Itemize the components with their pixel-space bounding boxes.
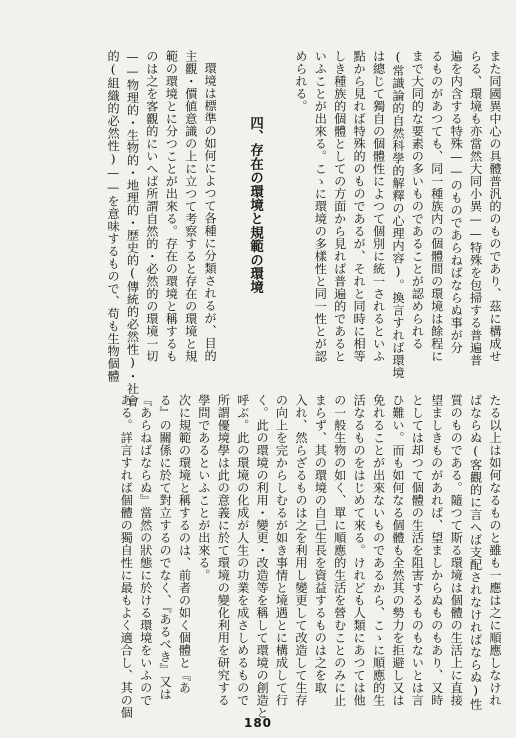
text-line: ——物理的・生物的・地理的・歴史的(傳統的必然性)・社會: [125, 50, 140, 408]
text-line: (常識論的自然科學的解釋の心理内容)。換言すれば環境: [390, 50, 405, 379]
text-line: く。此の環境の利用・變更・改造等を稱して環境の創造と: [255, 394, 270, 719]
text-line: いふことが出來る。こゝに環境の多樣性と同一性とが認: [313, 50, 328, 363]
text-line: められる。: [293, 50, 308, 113]
text-line: 入れ、然らざるものは之を利用し變更して改造して生存: [293, 394, 308, 707]
text-line: ある。詳言すれば個體の獨自性に最もよく適合し、其の個: [119, 394, 134, 719]
text-line: 環境は標準の如何によつて各種に分類されるが、目的: [203, 62, 218, 362]
text-line: 呼ぶ。此の環境の化成が人生の功業を成さしめるもので: [235, 394, 250, 707]
page-number: 180: [243, 716, 273, 730]
bottom-text-block: [116, 394, 504, 719]
text-line: のは之を客觀的にいへば所謂自然的・必然的の環境一切: [144, 50, 159, 363]
text-line: まらず、其の環境の自己生長を資益するものは之を取: [313, 394, 328, 694]
text-line: るものがあつても、同一種族内の個體間の環境は餘程に: [429, 50, 444, 363]
text-line: の向上を完からしむるが如き事情と境遇とに構成して行: [274, 394, 289, 707]
text-line: 所謂優境學は此の意義に於て環境の變化利用を研究する: [216, 394, 231, 707]
text-line: また同國異中心の具體普汎的のものであり、茲に構成せ: [488, 50, 502, 363]
text-line: 範の環境とに分つことが出來る。存在の環境と稱するも: [164, 50, 179, 363]
text-line: 免れることが出來ないものであるから、こゝに順應的生: [371, 394, 386, 707]
text-line: は總じて獨自の個體性によつて個別に統一されるといふ: [371, 50, 386, 363]
text-line: らる、環境も亦當然大同小異——特殊を包掃する普遍普: [468, 50, 483, 367]
text-line: ひ難い。而も如何なる個體も全然其の勢力を拒避し又は: [390, 394, 405, 707]
text-line: 次に規範の環境と稱するのは、前者の如く個體と『あ: [177, 394, 192, 694]
text-line: の一般生物の如く、單に順應的生活を營むことのみに止: [332, 394, 347, 707]
text-line: 的(組織的必然性)——を意味するもので、苟も生物個體: [106, 50, 121, 383]
text-line: 主觀・價値意識の上に立つて考察すると存在の環境と規: [183, 50, 198, 363]
text-line: 活なるものをはじめて來る。けれども人類にあつては他: [352, 394, 367, 707]
top-text-block: [103, 50, 504, 408]
text-line: たる以上は如何なるものと雖も一應は之に順應しなけれ: [488, 394, 502, 707]
text-line: 學問であるといふことが出來る。: [196, 394, 211, 582]
text-line: 點から見れば特殊的のものであるが、それと同時に相等: [352, 50, 367, 363]
text-line: 『あらねばならぬ』當然の狀態に於ける環境をいふので: [138, 394, 153, 707]
text-line: 望ましきものがあれば、望ましからぬものもあり、又時: [429, 394, 444, 707]
text-line: る』の關係に於て對立するのでなく、『あるべき』又は: [158, 394, 173, 701]
text-line: 遍を内含する特殊——のものであらねばならぬ事が分: [449, 50, 464, 354]
text-line: としては却つて個體の生活を阻害するものもないとは言: [410, 394, 425, 707]
section-heading: 四、存在の環境と規範の環境: [247, 116, 264, 295]
text-line: まで大同的な要素の多いものであることが認められる: [410, 50, 425, 350]
text-line: ばならぬ(客觀的に言へば支配されなければならぬ)性: [468, 394, 483, 711]
text-line: 質のものである。隨つて斯る環境は個體の生活上に直接: [449, 394, 464, 707]
text-line: しき種族的個體としての方面から見れば普遍的であると: [332, 50, 347, 363]
